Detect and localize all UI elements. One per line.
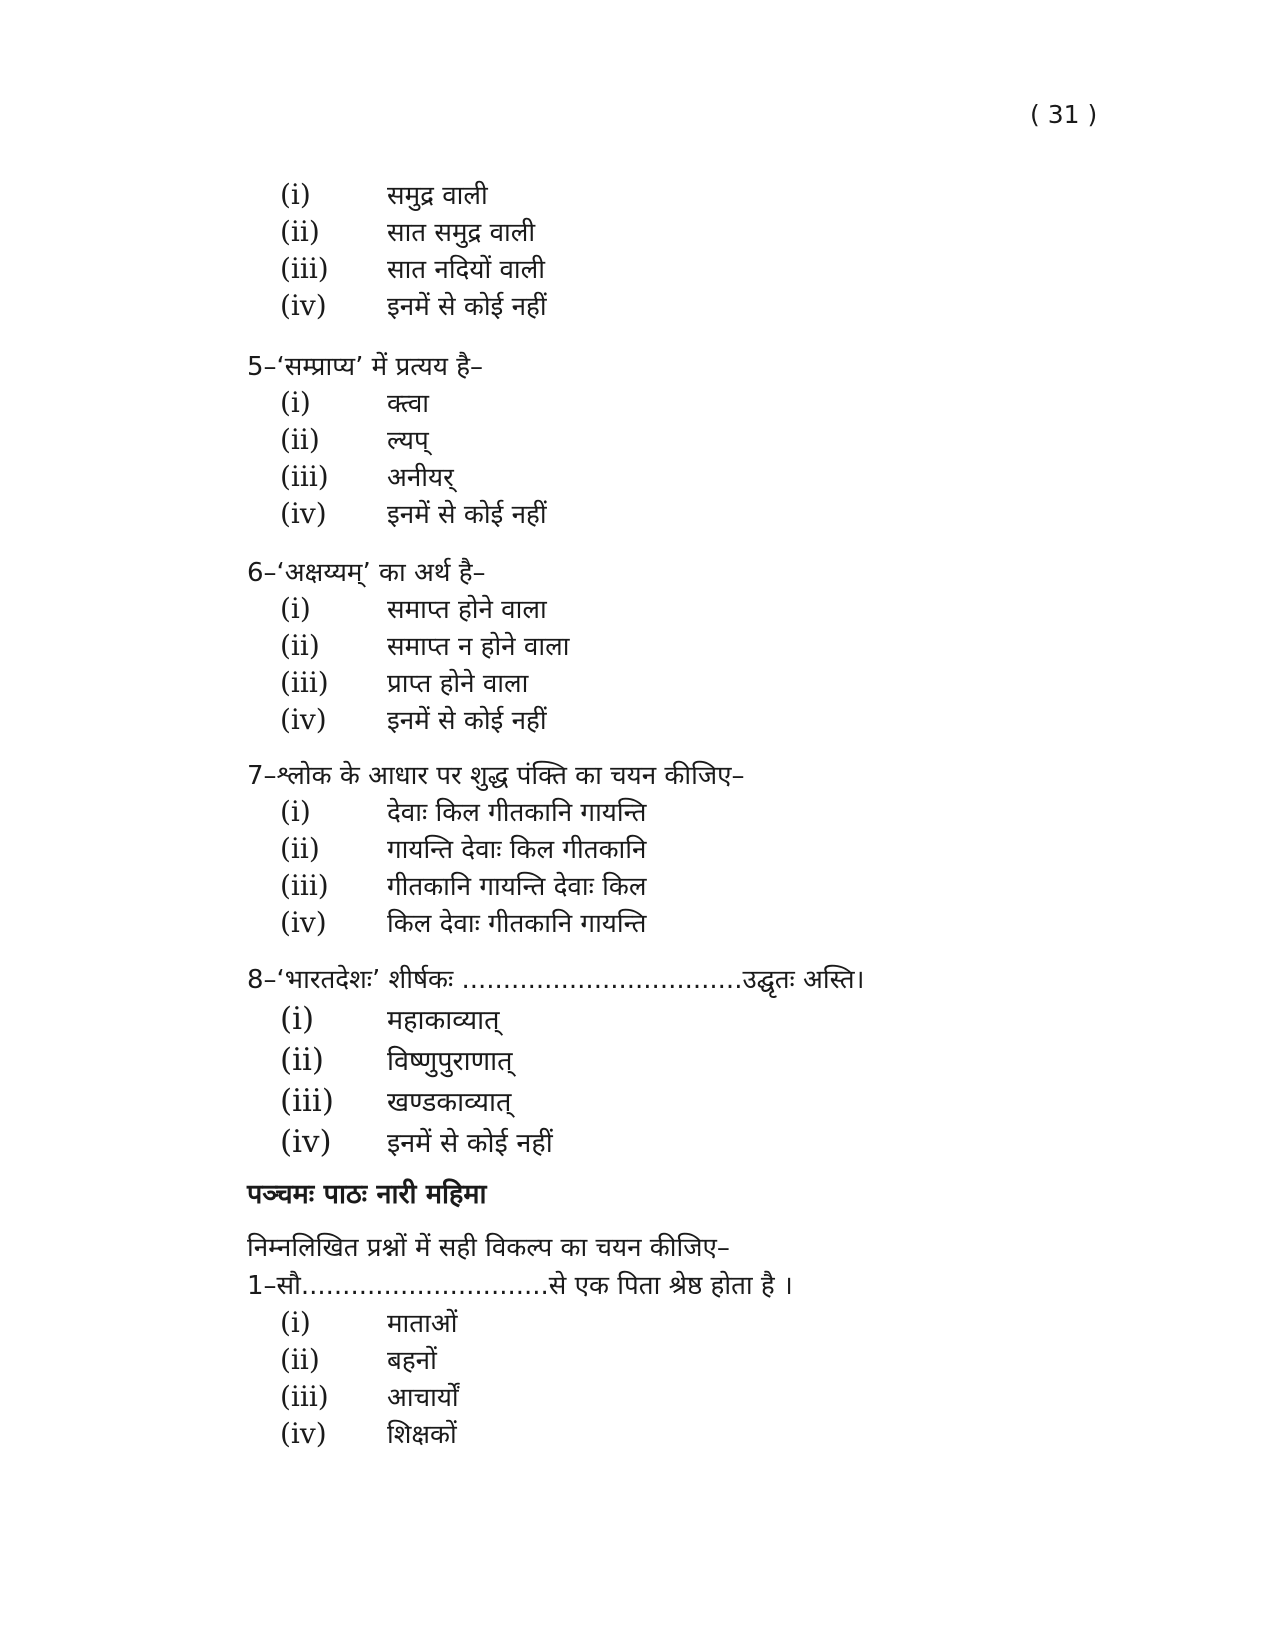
option-label: (iv) bbox=[280, 906, 327, 939]
question-6-options bbox=[280, 590, 569, 738]
option-label: (iv) bbox=[280, 1417, 327, 1450]
option-text: इनमें से कोई नहीं bbox=[387, 500, 547, 530]
question-6: 6–‘अक्षय्यम्’ का अर्थ है– bbox=[247, 558, 486, 588]
option-label: (ii) bbox=[280, 423, 320, 456]
option-row bbox=[280, 904, 646, 941]
lesson-question-1: 1–सौ..............................से एक पिता श्रेष्ठ होता है । bbox=[247, 1271, 793, 1301]
option-label: (iv) bbox=[280, 703, 327, 736]
option-text: समुद्र वाली bbox=[387, 181, 488, 211]
options-list-continued bbox=[280, 176, 547, 324]
option-row bbox=[280, 495, 547, 532]
option-text: बहनों bbox=[387, 1346, 437, 1376]
option-label: (ii) bbox=[280, 629, 320, 662]
option-label: (ii) bbox=[280, 832, 320, 865]
option-label: (iii) bbox=[280, 869, 329, 902]
option-row bbox=[280, 176, 547, 213]
option-row bbox=[280, 701, 569, 738]
option-label: (i) bbox=[280, 1001, 315, 1037]
option-row bbox=[280, 867, 646, 904]
option-text: इनमें से कोई नहीं bbox=[387, 706, 547, 736]
option-text: माताओं bbox=[387, 1309, 458, 1339]
option-row bbox=[280, 458, 547, 495]
option-row bbox=[280, 1341, 459, 1378]
question-5-options bbox=[280, 384, 547, 532]
option-row bbox=[280, 1000, 553, 1041]
option-row bbox=[280, 1041, 553, 1082]
option-label: (i) bbox=[280, 592, 311, 625]
option-row bbox=[280, 421, 547, 458]
option-text: विष्णुपुराणात् bbox=[387, 1046, 513, 1077]
option-text: क्त्वा bbox=[387, 389, 430, 419]
option-text: समाप्त न होने वाला bbox=[387, 632, 570, 662]
instruction-text: निम्नलिखित प्रश्नों में सही विकल्प का चयन कीजिए– bbox=[247, 1233, 730, 1263]
question-8-options bbox=[280, 1000, 553, 1164]
option-row bbox=[280, 287, 547, 324]
page-number: ( 31 ) bbox=[1030, 100, 1098, 129]
option-label: (i) bbox=[280, 386, 311, 419]
option-label: (ii) bbox=[280, 1343, 320, 1376]
option-label: (i) bbox=[280, 795, 311, 828]
option-row bbox=[280, 250, 547, 287]
option-label: (iv) bbox=[280, 289, 327, 322]
option-label: (iii) bbox=[280, 666, 329, 699]
option-row bbox=[280, 1378, 459, 1415]
option-text: अनीयर् bbox=[387, 463, 454, 493]
option-text: सात नदियों वाली bbox=[387, 255, 545, 285]
question-8: 8–‘भारतदेशः’ शीर्षकः ..................................उद्घृतः अस्ति। bbox=[247, 965, 865, 995]
option-text: इनमें से कोई नहीं bbox=[387, 1128, 553, 1159]
option-label: (i) bbox=[280, 1306, 311, 1339]
option-label: (ii) bbox=[280, 215, 320, 248]
option-text: देवाः किल गीतकानि गायन्ति bbox=[387, 798, 647, 828]
option-label: (iii) bbox=[280, 252, 329, 285]
option-text: गीतकानि गायन्ति देवाः किल bbox=[387, 872, 647, 902]
option-row bbox=[280, 1123, 553, 1164]
lesson-heading: पञ्चमः पाठः नारी महिमा bbox=[247, 1179, 487, 1210]
option-text: खण्डकाव्यात् bbox=[387, 1087, 512, 1118]
option-text: शिक्षकों bbox=[387, 1420, 457, 1450]
option-label: (iv) bbox=[280, 1124, 332, 1160]
option-row bbox=[280, 1415, 459, 1452]
option-text: महाकाव्यात् bbox=[387, 1005, 500, 1036]
option-row bbox=[280, 830, 646, 867]
option-row bbox=[280, 627, 569, 664]
option-label: (iii) bbox=[280, 1083, 334, 1119]
question-7: 7–श्लोक के आधार पर शुद्ध पंक्ति का चयन कीजिए– bbox=[247, 761, 745, 791]
question-5: 5–‘सम्प्राप्य’ में प्रत्यय है– bbox=[247, 352, 484, 382]
option-text: समाप्त होने वाला bbox=[387, 595, 547, 625]
option-label: (i) bbox=[280, 178, 311, 211]
option-text: इनमें से कोई नहीं bbox=[387, 292, 547, 322]
question-7-options bbox=[280, 793, 646, 941]
option-row bbox=[280, 1082, 553, 1123]
option-text: गायन्ति देवाः किल गीतकानि bbox=[387, 835, 647, 865]
option-label: (iv) bbox=[280, 497, 327, 530]
option-text: किल देवाः गीतकानि गायन्ति bbox=[387, 909, 647, 939]
option-row bbox=[280, 793, 646, 830]
option-row bbox=[280, 213, 547, 250]
option-label: (ii) bbox=[280, 1042, 325, 1078]
option-label: (iii) bbox=[280, 460, 329, 493]
option-text: ल्यप् bbox=[387, 426, 429, 456]
option-text: सात समुद्र वाली bbox=[387, 218, 536, 248]
option-row bbox=[280, 1304, 459, 1341]
option-text: आचार्यों bbox=[387, 1383, 459, 1413]
option-row bbox=[280, 590, 569, 627]
lesson-question-1-options bbox=[280, 1304, 459, 1452]
option-text: प्राप्त होने वाला bbox=[387, 669, 529, 699]
option-label: (iii) bbox=[280, 1380, 329, 1413]
option-row bbox=[280, 664, 569, 701]
option-row bbox=[280, 384, 547, 421]
